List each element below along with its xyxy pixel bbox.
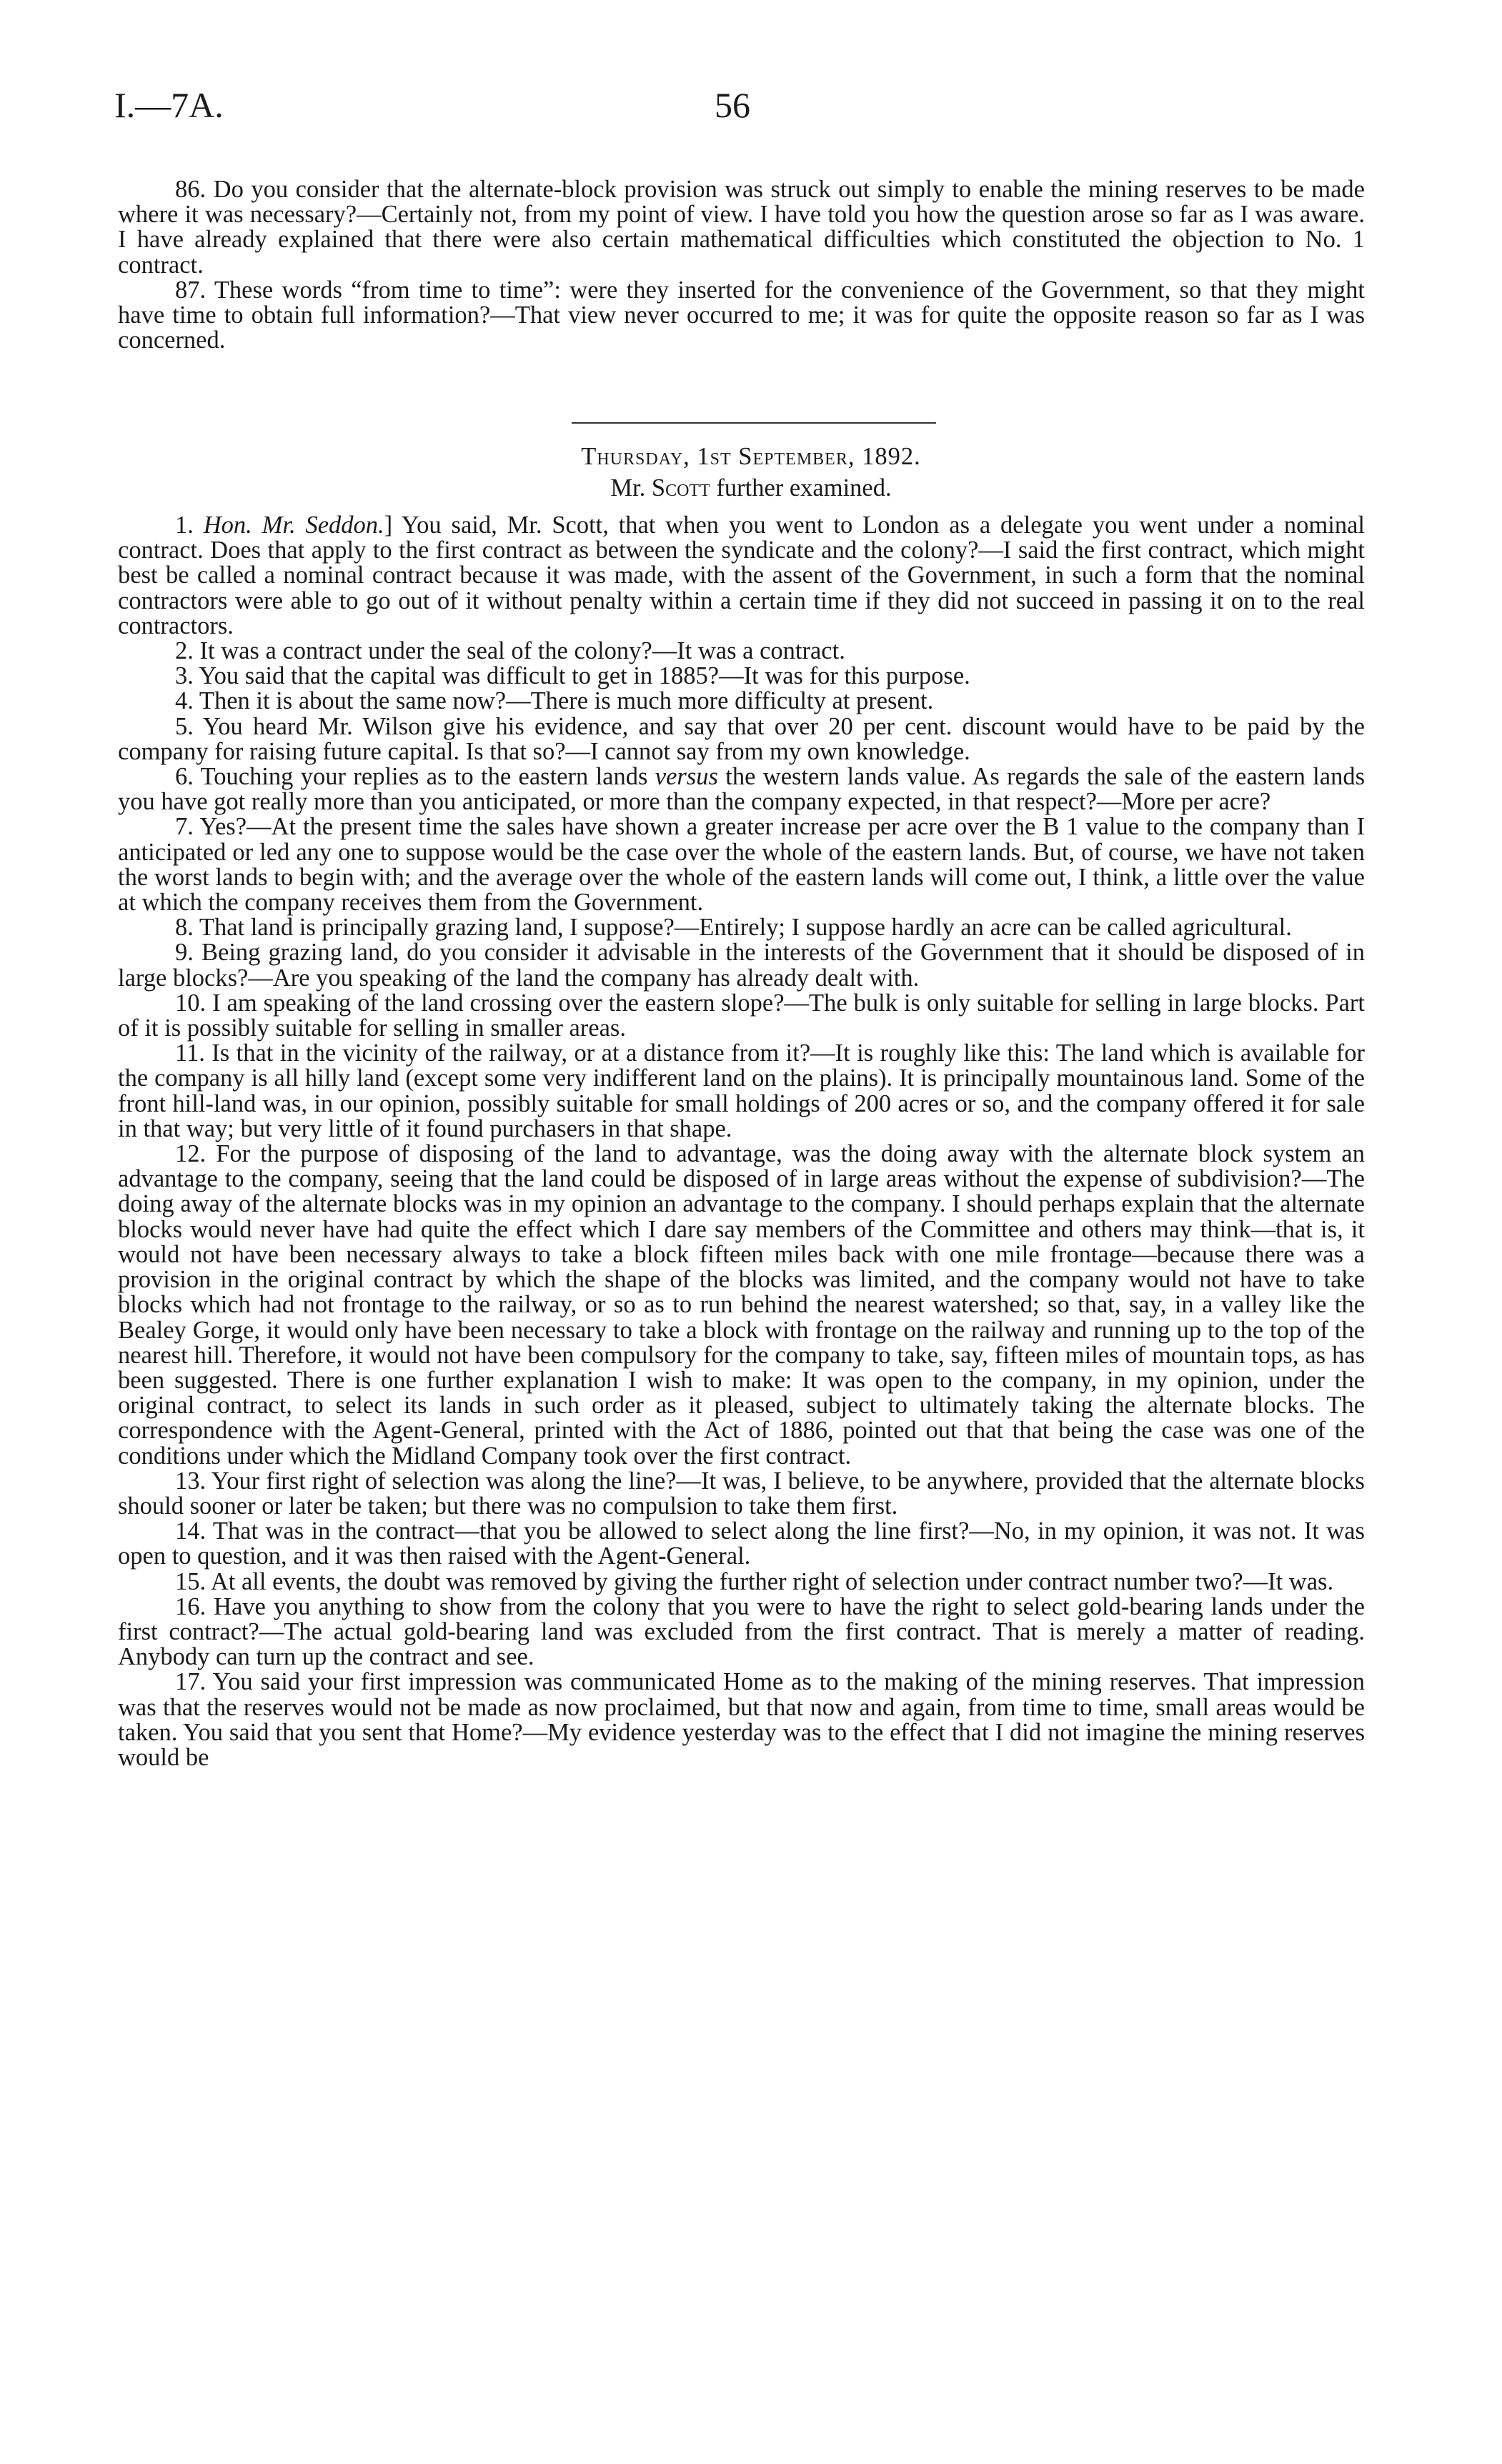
evidence-paragraph	[118, 664, 1365, 689]
paragraph-text: 13. Your first right of selection was along the line?—It was, I believe, to be anywhere, provided that the alternate blocks should sooner or later be taken; but there was no compulsion to take them first.	[118, 1467, 1365, 1520]
evidence-paragraph	[118, 1469, 1365, 1519]
paragraph-text: 86. Do you consider that the alternate-block provision was struck out simply to enable the mining reserves to be made where it was necessary?—Certainly not, from my point of view. I have told you how the question arose so far as I was aware. I have already explained that there were also certain mathematical difficulties which constituted the objection to No. 1 contract.	[118, 176, 1365, 279]
paragraph-text: the western lands value. As regards the sale of the eastern lands you have got really more than you anticipated, or more than the company expected, in that respect?—More per acre?	[118, 763, 1366, 816]
paragraph-text: 12. For the purpose of disposing of the land to advantage, was the doing away with the alternate block system an advantage to the company, seeing that the land could be disposed of in large areas without the expense of subdivision?—The doing away of the alternate blocks was in my opinion an advantage to the company. I should perhaps explain that the alternate blocks would never have had quite the effect which I dare say members of the Committee and others may think—that is, it would not have been necessary always to take a block fifteen miles back with one mile frontage—because there was a provision in the original contract by which the shape of the blocks was limited, and the company would not have to take blocks which had not frontage to the railway, or so as to run behind the nearest watershed; so that, say, in a valley like the Bealey Gorge, it would only have been necessary to take a block with frontage on the railway and running up to the top of the nearest hill. Therefore, it would not have been compulsory for the company to take, say, fifteen miles of mountain tops, as has been suggested. There is one further explanation I wish to make: It was open to the company, in my opinion, under the original contract, to select its lands in such order as it pleased, subject to ultimately taking the alternate blocks. The correspondence with the Agent-General, printed with the Act of 1886, pointed out that that being the case was one of the conditions under which the Midland Company took over the first contract.	[118, 1140, 1365, 1470]
paragraph-text: 10. I am speaking of the land crossing over the eastern slope?—The bulk is only suitable for selling in large blocks. Part of it is possibly suitable for selling in smaller areas.	[118, 989, 1365, 1042]
section-divider	[572, 422, 936, 424]
paragraph-text: 4. Then it is about the same now?—There is much more difficulty at present.	[175, 687, 934, 715]
evidence-paragraph	[118, 1670, 1365, 1770]
evidence-section-previous	[118, 177, 1365, 353]
evidence-paragraph	[118, 689, 1365, 714]
page-number: 56	[715, 85, 750, 125]
evidence-paragraph	[118, 278, 1365, 354]
evidence-paragraph	[118, 915, 1365, 940]
italic-text: Hon. Mr. Seddon.	[203, 512, 384, 539]
evidence-paragraph	[118, 639, 1365, 664]
evidence-section-current	[118, 513, 1365, 1770]
evidence-paragraph	[118, 991, 1365, 1041]
session-date-heading: Thursday, 1st September, 1892.	[581, 443, 921, 470]
paragraph-text: 3. You said that the capital was difficult to get in 1885?—It was for this purpose.	[175, 662, 970, 690]
evidence-paragraph	[118, 1041, 1365, 1142]
paragraph-text: 87. These words “from time to time”: were they inserted for the convenience of the Government, so that they might have time to obtain full information?—That view never occurred to me; it was for quite the opposite reason so far as I was concerned.	[118, 276, 1365, 354]
witness-prefix: Mr.	[610, 474, 646, 502]
witness-name: Scott	[651, 474, 710, 502]
paragraph-text: 16. Have you anything to show from the colony that you were to have the right to select gold-bearing lands under the first contract?—The actual gold-bearing land was excluded from the first contract. That is merely a matter of reading. Anybody can turn up the contract and see.	[118, 1592, 1365, 1671]
evidence-paragraph	[118, 814, 1365, 915]
paragraph-text: 7. Yes?—At the present time the sales have shown a greater increase per acre over the B 1 value to the company than I anticipated or led any one to suppose would be the case over the whole of the eastern lands. But, of course, we have not taken the worst lands to begin with; and the average over the whole of the eastern lands will come out, I think, a little over the value at which the company receives them from the Government.	[118, 813, 1365, 917]
evidence-paragraph	[118, 1567, 1365, 1595]
paragraph-text: 5. You heard Mr. Wilson give his evidence, and say that over 20 per cent. discount would have to be paid by the company for raising future capital. Is that so?—I cannot say from my own knowledge.	[118, 712, 1365, 765]
evidence-paragraph	[118, 1592, 1365, 1671]
paragraph-text: 11. Is that in the vicinity of the railway, or at a distance from it?—It is roughly like this: The land which is available for the company is all hilly land (except some very indifferent land on the plains). It is principally mountainous land. Some of the front hill-land was, in our opinion, possibly suitable for small holdings of 200 acres or so, and the company offered it for sale in that way; but very little of it found purchasers in that shape.	[118, 1039, 1365, 1142]
paragraph-text: 15. At all events, the doubt was removed by giving the further right of selection under contract number two?—It was.	[175, 1567, 1334, 1595]
evidence-paragraph	[118, 1519, 1365, 1569]
witness-heading	[0, 474, 1502, 502]
evidence-paragraph	[118, 714, 1365, 764]
document-reference: I.—7A.	[114, 85, 224, 125]
evidence-paragraph	[118, 513, 1365, 639]
evidence-paragraph	[118, 764, 1365, 814]
evidence-paragraph	[118, 177, 1365, 278]
evidence-paragraph	[118, 940, 1365, 990]
paragraph-text: 8. That land is principally grazing land, I suppose?—Entirely; I suppose hardly an acre can be called agricultural.	[175, 914, 1292, 942]
paragraph-text: ] You said, Mr. Scott, that when you went to London as a delegate you went under a nominal contract. Does that apply to the first contract as between the syndicate and the colony?—I said the first contract, which might best be called a nominal contract because it was made, with the assent of the Government, in such a form that the nominal contractors were able to go out of it without penalty within a certain time if they did not succeed in passing it on to the real contractors.	[118, 512, 1365, 639]
paragraph-text: 6. Touching your replies as to the eastern lands	[175, 763, 655, 791]
paragraph-text: 2. It was a contract under the seal of the colony?—It was a contract.	[175, 637, 845, 665]
paragraph-text: 1.	[175, 512, 204, 539]
evidence-paragraph	[118, 1142, 1365, 1469]
paragraph-text: 9. Being grazing land, do you consider it advisable in the interests of the Government that it should be disposed of in large blocks?—Are you speaking of the land the company has already dealt with.	[118, 939, 1365, 992]
italic-text: versus	[655, 763, 718, 791]
paragraph-text: 14. That was in the contract—that you be allowed to select along the line first?—No, in my opinion, it was not. It was open to question, and it was then raised with the Agent-General.	[118, 1517, 1365, 1570]
paragraph-text: 17. You said your first impression was communicated Home as to the making of the mining reserves. That impression was that the reserves would not be made as now proclaimed, but that now and again, from time to time, small areas would be taken. You said that you sent that Home?—My evidence yesterday was to the effect that I did not imagine the mining reserves would be	[118, 1668, 1365, 1771]
witness-suffix: further examined.	[716, 474, 892, 502]
